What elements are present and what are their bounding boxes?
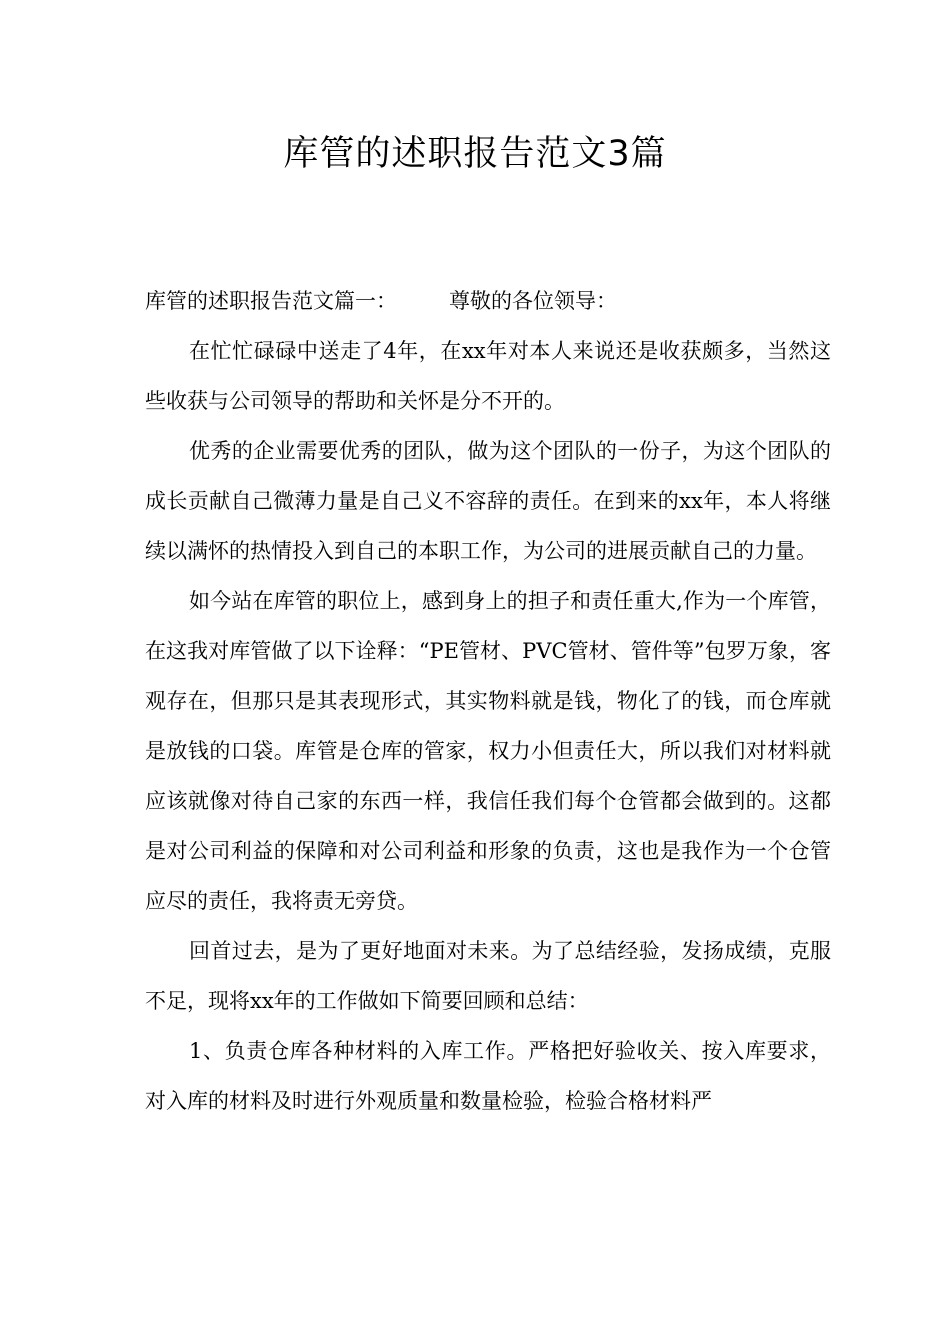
document-title: 库管的述职报告范文3篇: [283, 134, 667, 174]
section-heading-line: [145, 276, 831, 326]
paragraph-5: 1、负责仓库各种材料的入库工作。严格把好验收关、按入库要求，对入库的材料及时进行外观质量和数量检验，检验合格材料严: [145, 1039, 831, 1113]
paragraph-4: 回首过去，是为了更好地面对未来。为了总结经验，发扬成绩，克服不足，现将xx年的工作做如下简要回顾和总结：: [145, 939, 831, 1013]
paragraph-1: 在忙忙碌碌中送走了4年，在xx年对本人来说还是收获颇多，当然这些收获与公司领导的帮助和关怀是分不开的。: [145, 339, 831, 413]
paragraph-2: 优秀的企业需要优秀的团队，做为这个团队的一份子，为这个团队的成长贡献自己微薄力量是自己义不容辞的责任。在到来的xx年，本人将继续以满怀的热情投入到自己的本职工作，为公司的进展贡献自己的力量。: [145, 439, 831, 563]
document-body: [145, 276, 831, 1126]
section-heading: 库管的述职报告范文篇一：: [145, 289, 397, 313]
paragraph-3: 如今站在库管的职位上，感到身上的担子和责任重大,作为一个库管，在这我对库管做了以下诠释：“PE管材、PVC管材、管件等”包罗万象，客观存在，但那只是其表现形式，其实物料就是钱，物化了的钱，而仓库就是放钱的口袋。库管是仓库的管家，权力小但责任大，所以我们对材料就应该就像对待自己家的东西一样，我信任我们每个仓管都会做到的。这都是对公司利益的保障和对公司利益和形象的负责，这也是我作为一个仓管应尽的责任，我将责无旁贷。: [145, 589, 831, 913]
salutation: 尊敬的各位领导：: [449, 289, 617, 313]
